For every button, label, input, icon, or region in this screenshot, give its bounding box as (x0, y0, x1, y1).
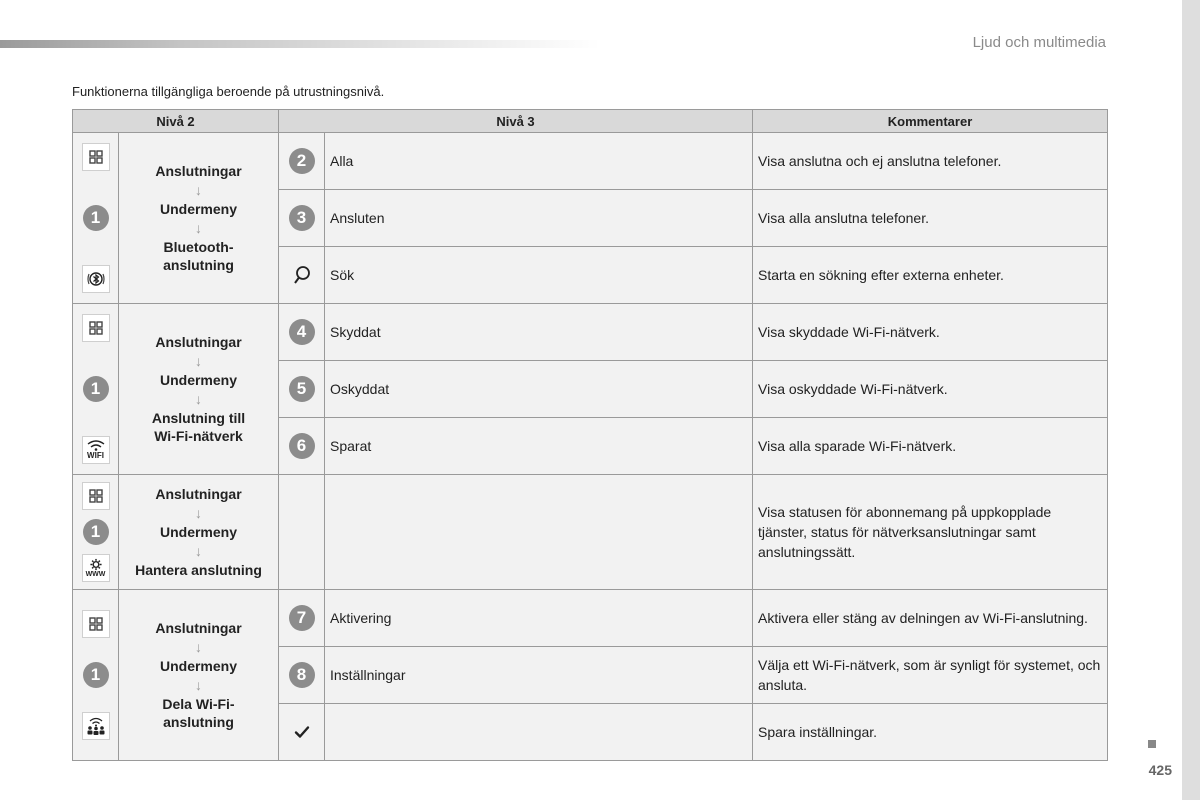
path-step: Bluetooth- anslutning (163, 239, 234, 273)
row-badge-cell (279, 304, 325, 361)
path-step: Anslutning till Wi-Fi-nätverk (151, 410, 246, 444)
row-comment: Visa alla anslutna telefoner. (753, 190, 1108, 247)
path-step: Undermeny (159, 201, 238, 217)
connection-settings-icon (82, 554, 110, 582)
badge: 2 (289, 148, 315, 174)
group-path (119, 590, 279, 761)
row-label: Sparat (325, 418, 753, 475)
row-label: Sök (325, 247, 753, 304)
path-step: Undermeny (159, 372, 238, 388)
row-label: Aktivering (325, 590, 753, 647)
path-step: Dela Wi-Fi- anslutning (162, 696, 235, 730)
down-arrow-icon: ↓ (195, 543, 202, 559)
row-comment: Visa skyddade Wi-Fi-nätverk. (753, 304, 1108, 361)
down-arrow-icon: ↓ (195, 353, 202, 369)
path-step: Anslutningar (155, 486, 242, 502)
level1-badge: 1 (83, 519, 109, 545)
level1-badge: 1 (83, 662, 109, 688)
path-step: Anslutningar (155, 620, 242, 636)
row-badge-cell (279, 647, 325, 704)
page-marker (1148, 740, 1156, 748)
path-step: Undermeny (159, 524, 238, 540)
header-level3: Nivå 3 (279, 110, 753, 133)
row-label (325, 704, 753, 761)
row-label: Skyddat (325, 304, 753, 361)
apps-grid-icon (82, 314, 110, 342)
level1-badge: 1 (83, 205, 109, 231)
table-header-row (73, 110, 1108, 133)
group-icons (73, 590, 119, 761)
wifi-icon-label: WIFI (87, 451, 104, 460)
row-label: Ansluten (325, 190, 753, 247)
row-label (325, 475, 753, 590)
badge: 3 (289, 205, 315, 231)
group-icons (73, 133, 119, 304)
group-path (119, 304, 279, 475)
section-title: Ljud och multimedia (972, 34, 1106, 51)
page-edge-band (1182, 0, 1200, 800)
row-icon-cell (279, 247, 325, 304)
row-comment: Visa statusen för abonnemang på uppkopplade tjänster, status för nätverksanslutningar samt anslutningssätt. (753, 475, 1108, 590)
down-arrow-icon: ↓ (195, 182, 202, 198)
search-icon (290, 263, 314, 287)
badge: 5 (289, 376, 315, 402)
apps-grid-icon (82, 610, 110, 638)
intro-text: Funktionerna tillgängliga beroende på utrustningsnivå. (72, 84, 385, 99)
path-step: Hantera anslutning (135, 562, 262, 578)
badge: 8 (289, 662, 315, 688)
row-comment: Spara inställningar. (753, 704, 1108, 761)
group-icons (73, 304, 119, 475)
row-comment: Visa anslutna och ej anslutna telefoner. (753, 133, 1108, 190)
path-step: Undermeny (159, 658, 238, 674)
row-badge-cell (279, 475, 325, 590)
www-label: WWW (85, 570, 106, 578)
header-comments: Kommentarer (753, 110, 1108, 133)
group-path (119, 475, 279, 590)
row-comment: Visa oskyddade Wi-Fi-nätverk. (753, 361, 1108, 418)
row-badge-cell (279, 590, 325, 647)
apps-grid-icon (82, 482, 110, 510)
row-label: Oskyddat (325, 361, 753, 418)
row-badge-cell (279, 361, 325, 418)
header-level2: Nivå 2 (73, 110, 279, 133)
group-icons (73, 475, 119, 590)
table-row (73, 475, 1108, 590)
bluetooth-icon (82, 265, 110, 293)
badge: 4 (289, 319, 315, 345)
table-row (73, 304, 1108, 361)
row-label: Inställningar (325, 647, 753, 704)
path-step: Anslutningar (155, 163, 242, 179)
apps-grid-icon (82, 143, 110, 171)
down-arrow-icon: ↓ (195, 391, 202, 407)
row-comment: Aktivera eller stäng av delningen av Wi-Fi-anslutning. (753, 590, 1108, 647)
group-path (119, 133, 279, 304)
badge: 7 (289, 605, 315, 631)
row-badge-cell (279, 190, 325, 247)
level1-badge: 1 (83, 376, 109, 402)
row-label: Alla (325, 133, 753, 190)
down-arrow-icon: ↓ (195, 220, 202, 236)
row-icon-cell (279, 704, 325, 761)
page-number: 425 (1148, 762, 1172, 778)
down-arrow-icon: ↓ (195, 639, 202, 655)
row-badge-cell (279, 133, 325, 190)
hotspot-icon (82, 712, 110, 740)
functions-table (72, 109, 1108, 761)
wifi-icon (82, 436, 110, 464)
row-comment: Välja ett Wi-Fi-nätverk, som är synligt för systemet, och ansluta. (753, 647, 1108, 704)
table-row (73, 590, 1108, 647)
table-row (73, 133, 1108, 190)
row-comment: Visa alla sparade Wi-Fi-nätverk. (753, 418, 1108, 475)
row-badge-cell (279, 418, 325, 475)
row-comment: Starta en sökning efter externa enheter. (753, 247, 1108, 304)
down-arrow-icon: ↓ (195, 505, 202, 521)
path-step: Anslutningar (155, 334, 242, 350)
checkmark-icon (294, 725, 310, 739)
header-decorative-bar (0, 40, 600, 48)
down-arrow-icon: ↓ (195, 677, 202, 693)
badge: 6 (289, 433, 315, 459)
